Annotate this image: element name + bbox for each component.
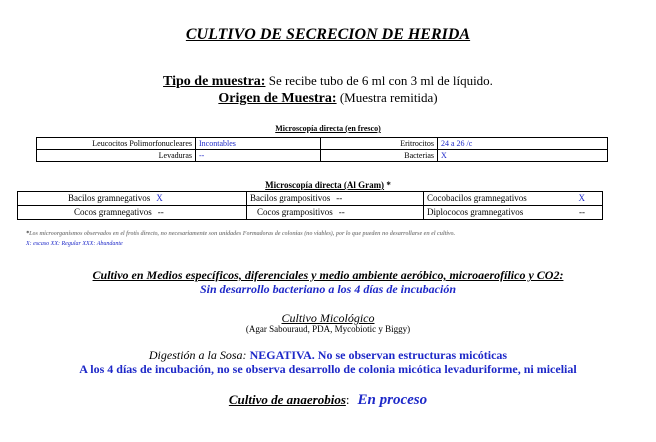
- report-title: CULTIVO DE SECRECION DE HERIDA: [185, 26, 471, 43]
- gram-key: Diplococos gramnegativos: [427, 207, 524, 217]
- table-cell: [18, 192, 247, 206]
- table-cell-key: Leucocitos Polimorfonucleares: [37, 138, 196, 150]
- digestion-label: Digestión a la Sosa:: [148, 348, 250, 362]
- culture-title: Cultivo en Medios específicos, diferenciales y medio ambiente aeróbico, microaerofílico y CO2:: [92, 268, 564, 282]
- table-cell: [247, 206, 424, 220]
- gram-key: Bacilos grampositivos: [250, 193, 331, 203]
- table-cell: [18, 206, 247, 220]
- anaerobes-colon: :: [345, 392, 350, 407]
- mycology-incubation-result: A los 4 días de incubación, no se observa desarrollo de colonia micótica levaduriforme, ni micelial: [79, 362, 577, 376]
- digestion-line: [0, 348, 656, 363]
- gram-key: Bacilos gramnegativos: [68, 193, 151, 203]
- table-cell-value: 24 a 26 /c: [438, 138, 608, 150]
- table-cell-value: X: [438, 150, 608, 162]
- sample-origin-line: [0, 90, 656, 107]
- footnote: [26, 231, 455, 237]
- gram-microscopy-table: [17, 191, 603, 220]
- mycology-subtitle: (Agar Sabouraud, PDA, Mycobiotic y Biggy): [245, 324, 411, 334]
- mycology-title: Cultivo Micológico: [281, 311, 375, 325]
- table-cell-value: --: [196, 150, 321, 162]
- culture-result: Sin desarrollo bacteriano a los 4 días de incubación: [199, 282, 457, 296]
- table-cell: [247, 192, 424, 206]
- footnote-star: *: [26, 231, 29, 237]
- sample-origin-value: (Muestra remitida): [336, 90, 438, 105]
- table-row: [18, 192, 603, 206]
- sample-origin-label: Origen de Muestra:: [218, 91, 337, 106]
- gram-microscopy-heading: [0, 180, 656, 190]
- gram-key: Cocobacilos gramnegativos: [427, 193, 527, 203]
- anaerobes-status: En proceso: [357, 392, 428, 408]
- gram-value: --: [157, 207, 164, 217]
- gram-heading-text: Microscopía directa (Al Gram): [265, 180, 385, 190]
- gram-key: Cocos grampositivos: [257, 207, 333, 217]
- table-row: [37, 138, 608, 150]
- table-cell: [424, 192, 603, 206]
- sample-type-value: Se recibe tubo de 6 ml con 3 ml de líquido.: [265, 73, 493, 88]
- table-row: [18, 206, 603, 220]
- table-cell-key: Eritrocitos: [321, 138, 438, 150]
- table-cell-value: Incontables: [196, 138, 321, 150]
- sample-type-label: Tipo de muestra:: [163, 74, 266, 89]
- gram-value: --: [338, 207, 345, 217]
- gram-value: X: [578, 193, 585, 203]
- gram-key: Cocos gramnegativos: [74, 207, 152, 217]
- digestion-value: NEGATIVA. No se observan estructuras micóticas: [249, 348, 508, 362]
- sample-type-line: [0, 73, 656, 90]
- gram-heading-mark: *: [384, 180, 391, 190]
- abundance-legend: X: escaso XX: Regular XXX: Abundante: [26, 241, 123, 247]
- table-cell-key: Levaduras: [37, 150, 196, 162]
- fresh-microscopy-heading: Microscopía directa (en fresco): [275, 124, 381, 133]
- anaerobes-label: Cultivo de anaerobios: [228, 392, 346, 407]
- anaerobes-line: [0, 392, 656, 409]
- gram-value: --: [336, 193, 343, 203]
- table-cell-key: Bacterias: [321, 150, 438, 162]
- gram-value: --: [579, 207, 585, 217]
- gram-value: X: [156, 193, 163, 203]
- footnote-text: Los microorganismos observados en el frotis directo, no necesariamente son unidades Formadoras de colonias (no viables), por lo que pueden no desarrollarse en el cultivo.: [29, 231, 456, 237]
- table-cell: [424, 206, 603, 220]
- table-row: [37, 150, 608, 162]
- fresh-microscopy-table: [36, 137, 608, 162]
